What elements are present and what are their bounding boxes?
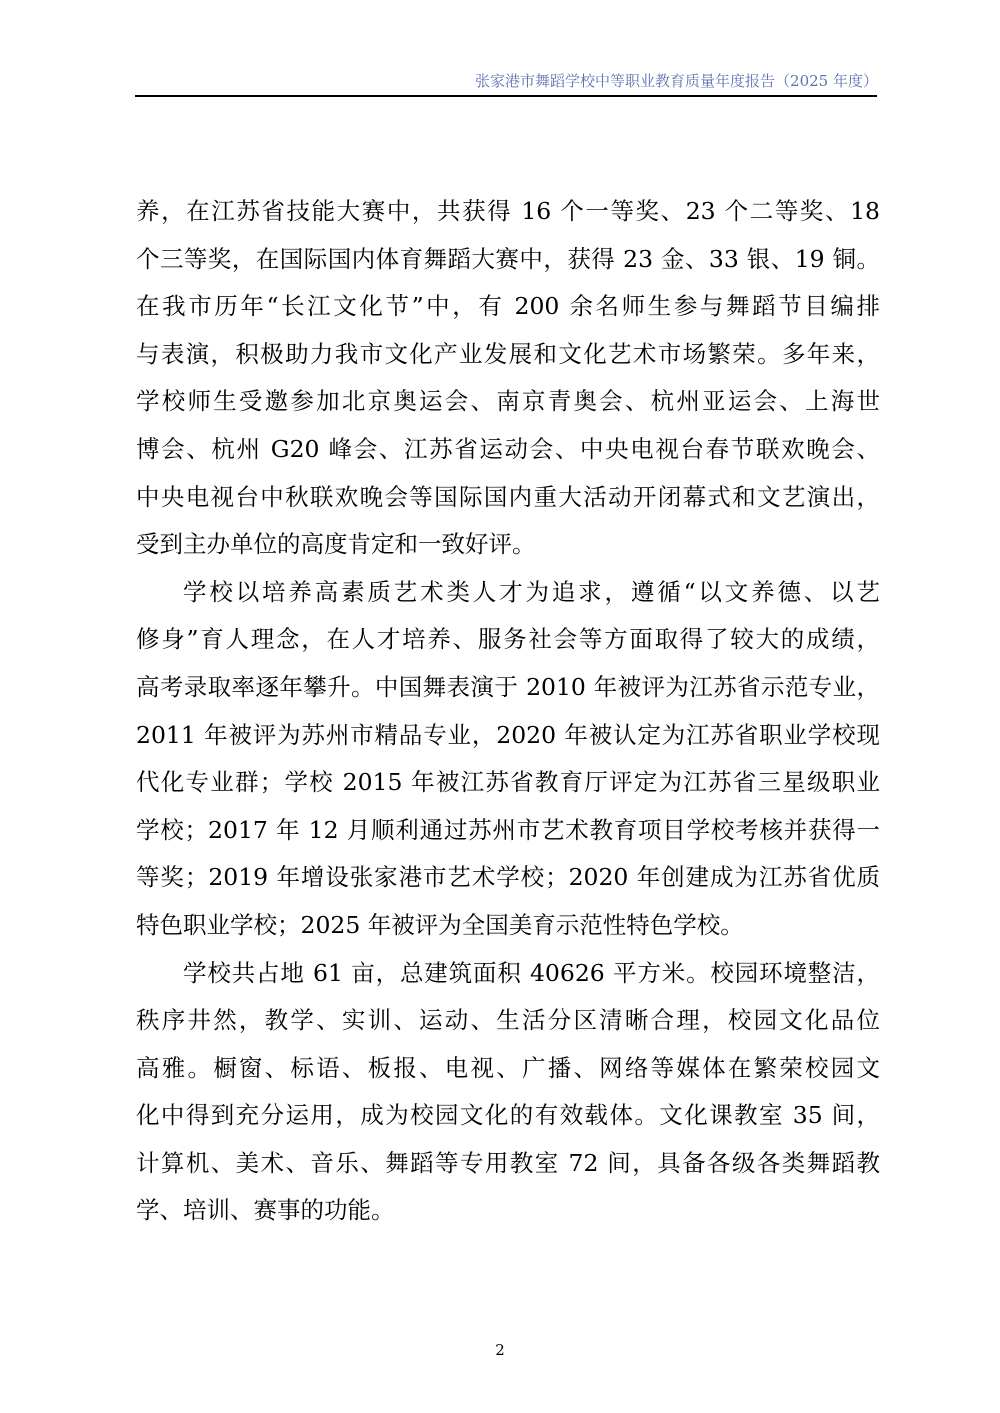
text-line: 学校师生受邀参加北京奥运会、南京青奥会、杭州亚运会、上海世 [136, 387, 880, 416]
text-line: 秩序井然，教学、实训、运动、生活分区清晰合理，校园文化品位 [136, 1006, 880, 1035]
body-text [136, 188, 880, 1235]
paragraph [136, 188, 880, 569]
text-line: 博会、杭州 G20 峰会、江苏省运动会、中央电视台春节联欢晚会、 [136, 434, 880, 463]
text-line: 计算机、美术、音乐、舞蹈等专用教室 72 间，具备各级各类舞蹈教 [136, 1148, 880, 1177]
text-line: 高考录取率逐年攀升。中国舞表演于 2010 年被评为江苏省示范专业， [136, 672, 880, 701]
text-line: 个三等奖，在国际国内体育舞蹈大赛中，获得 23 金、33 银、19 铜。 [136, 244, 880, 273]
page-number: 2 [495, 1341, 505, 1359]
text-line: 受到主办单位的高度肯定和一致好评。 [136, 530, 536, 559]
text-line: 2011 年被评为苏州市精品专业，2020 年被认定为江苏省职业学校现 [136, 720, 880, 749]
text-line: 等奖；2019 年增设张家港市艺术学校；2020 年创建成为江苏省优质 [136, 863, 880, 892]
text-line: 学、培训、赛事的功能。 [136, 1196, 395, 1225]
header-rule [135, 95, 877, 97]
text-line: 中央电视台中秋联欢晚会等国际国内重大活动开闭幕式和文艺演出， [136, 482, 880, 511]
text-line: 化中得到充分运用，成为校园文化的有效载体。文化课教室 35 间， [136, 1101, 880, 1130]
text-line: 代化专业群；学校 2015 年被江苏省教育厅评定为江苏省三星级职业 [136, 768, 880, 797]
text-line: 学校；2017 年 12 月顺利通过苏州市艺术教育项目学校考核并获得一 [136, 815, 880, 844]
text-line: 与表演，积极助力我市文化产业发展和文化艺术市场繁荣。多年来， [136, 339, 880, 368]
text-line: 高雅。橱窗、标语、板报、电视、广播、网络等媒体在繁荣校园文 [136, 1053, 880, 1082]
text-line: 特色职业学校；2025 年被评为全国美育示范性特色学校。 [136, 910, 744, 939]
paragraph [136, 569, 880, 950]
text-line: 学校共占地 61 亩，总建筑面积 40626 平方米。校园环境整洁， [183, 958, 880, 987]
text-line: 学校以培养高素质艺术类人才为追求，遵循“以文养德、以艺 [183, 577, 880, 606]
running-header: 张家港市舞蹈学校中等职业教育质量年度报告（2025 年度） [475, 72, 878, 90]
paragraph [136, 950, 880, 1236]
text-line: 修身”育人理念，在人才培养、服务社会等方面取得了较大的成绩， [136, 625, 880, 654]
text-line: 在我市历年“长江文化节”中，有 200 余名师生参与舞蹈节目编排 [136, 292, 880, 321]
text-line: 养，在江苏省技能大赛中，共获得 16 个一等奖、23 个二等奖、18 [136, 197, 880, 225]
